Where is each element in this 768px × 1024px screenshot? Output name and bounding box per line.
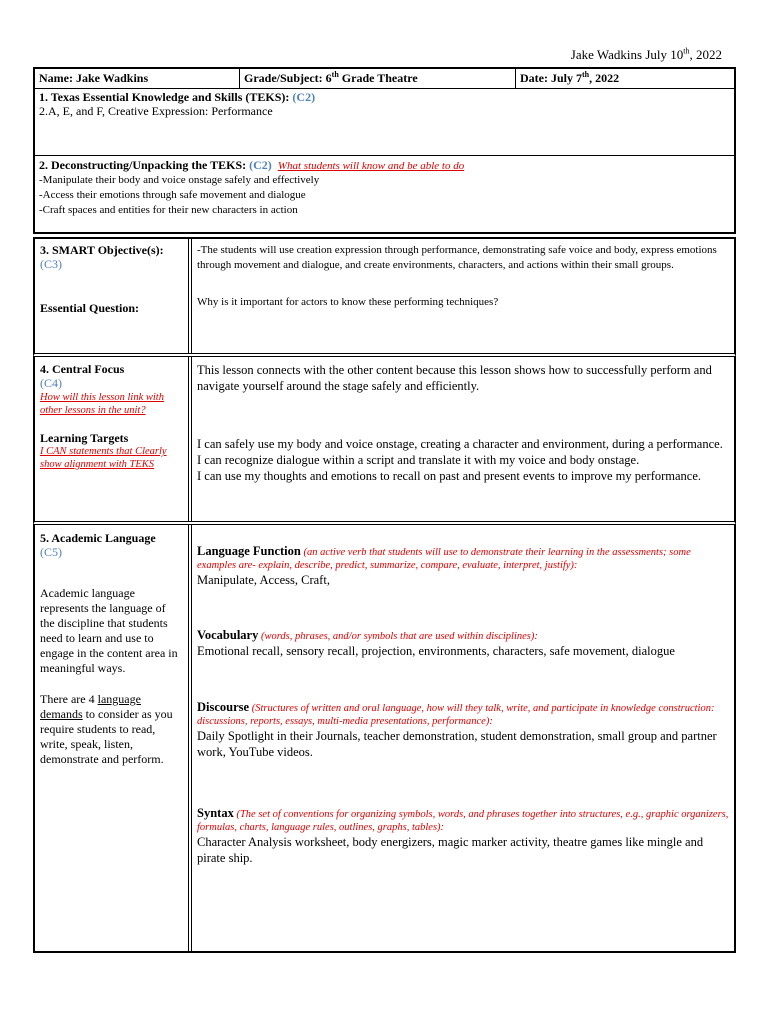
deconstruct-item: -Craft spaces and entities for their new characters in action bbox=[39, 204, 298, 216]
teks-section bbox=[35, 89, 734, 156]
info-row bbox=[35, 69, 734, 89]
essential-question-label: Essential Question: bbox=[40, 301, 140, 315]
academic-language-label: 5. Academic Language bbox=[40, 531, 156, 545]
discourse-label: Discourse bbox=[197, 700, 250, 714]
syntax-note: (The set of conventions for organizing symbols, words, and phrases together into structures, e.g., graphic organizers, formulas, charts, language rules, outlines, graphs, tables): bbox=[197, 809, 729, 833]
learning-target: I can use my thoughts and emotions to recall on past and present events to improve my performance. bbox=[197, 469, 702, 483]
learning-target: I can safely use my body and voice onstage, creating a character and environment, during a performance. bbox=[197, 437, 723, 451]
smart-section bbox=[33, 237, 736, 357]
syntax-text: Character Analysis worksheet, body energizers, magic marker activity, theatre games like mingle and pirate ship. bbox=[197, 835, 704, 865]
language-function-text: Manipulate, Access, Craft, bbox=[197, 573, 330, 587]
discourse-note: (Structures of written and oral language, how will they talk, write, and participate in knowledge construction: discussions, reports, essays, multi-media presentations, performance): bbox=[197, 703, 715, 727]
learning-target: I can recognize dialogue within a script and translate it with my voice and body onstage. bbox=[197, 453, 640, 467]
deconstruct-note: What students will know and be able to do bbox=[277, 160, 465, 172]
smart-objective: -The students will use creation expression through performance, demonstrating safe voice and body, express emotions through movement and dialogue, and create environments, characters, and actions within their small groups. bbox=[197, 244, 717, 271]
academic-language-content-cell bbox=[192, 525, 734, 951]
central-focus-note: How will this lesson link with other lessons in the unit? bbox=[40, 392, 164, 416]
syntax-block bbox=[197, 806, 729, 866]
syntax-label: Syntax bbox=[197, 806, 234, 820]
essential-question: Why is it important for actors to know these performing techniques? bbox=[197, 296, 499, 308]
discourse-block bbox=[197, 700, 729, 760]
deconstruct-item: -Manipulate their body and voice onstage safely and effectively bbox=[39, 174, 320, 186]
teks-title: 1. Texas Essential Knowledge and Skills (TEKS): (C2) bbox=[39, 90, 316, 104]
learning-targets-label: Learning Targets bbox=[40, 431, 129, 445]
teks-body: 2.A, E, and F, Creative Expression: Performance bbox=[39, 104, 273, 118]
central-focus-section bbox=[33, 357, 736, 525]
lesson-date: Date: July 7th, 2022 bbox=[520, 70, 620, 85]
central-focus-content-cell bbox=[192, 357, 734, 521]
grade-subject: Grade/Subject: 6th Grade Theatre bbox=[240, 69, 516, 88]
central-focus-text: This lesson connects with the other content because this lesson shows how to successfully perform and navigate yourself around the stage safely and efficiently. bbox=[197, 363, 712, 393]
deconstruct-section bbox=[35, 156, 734, 220]
language-function-label: Language Function bbox=[197, 544, 301, 558]
academic-language-label-cell bbox=[35, 525, 192, 951]
vocabulary-text: Emotional recall, sensory recall, projection, environments, characters, safe movement, dialogue bbox=[197, 644, 675, 658]
vocabulary-label: Vocabulary bbox=[197, 628, 259, 642]
vocabulary-block bbox=[197, 628, 729, 659]
academic-language-desc: Academic language represents the language of the discipline that students need to learn and use to engage in the content area in meaningful ways. bbox=[40, 586, 178, 675]
smart-label: 3. SMART Objective(s): (C3) bbox=[40, 243, 164, 271]
language-function-block bbox=[197, 544, 729, 588]
learning-targets-note: I CAN statements that Clearly show alignment with TEKS bbox=[40, 446, 167, 470]
smart-label-cell bbox=[35, 239, 192, 353]
academic-language-section bbox=[33, 525, 736, 953]
lesson-header-box bbox=[33, 67, 736, 234]
header-note: Jake Wadkins July 10th, 2022 bbox=[570, 46, 722, 62]
language-demands-text: There are 4 language demands to consider as you require students to read, write, speak, listen, demonstrate and perform. bbox=[40, 692, 173, 766]
central-focus-code: (C4) bbox=[40, 376, 62, 390]
central-focus-label: 4. Central Focus bbox=[40, 362, 125, 376]
academic-language-code: (C5) bbox=[40, 545, 62, 559]
discourse-text: Daily Spotlight in their Journals, teacher demonstration, student demonstration, small group and partner work, YouTube videos. bbox=[197, 729, 717, 759]
deconstruct-item: -Access their emotions through safe movement and dialogue bbox=[39, 189, 306, 201]
central-focus-label-cell bbox=[35, 357, 192, 521]
deconstruct-title: 2. Deconstructing/Unpacking the TEKS: (C2) What students will know and be able to do bbox=[39, 158, 465, 172]
smart-content-cell bbox=[192, 239, 734, 353]
teacher-name: Name: Jake Wadkins bbox=[35, 69, 240, 88]
vocabulary-note: (words, phrases, and/or symbols that are used within disciplines): bbox=[258, 631, 538, 642]
language-function-note: (an active verb that students will use to demonstrate their learning in the assessments; some examples are- explain, describe, predict, summarize, compare, evaluate, interpret, justify): bbox=[197, 547, 691, 571]
